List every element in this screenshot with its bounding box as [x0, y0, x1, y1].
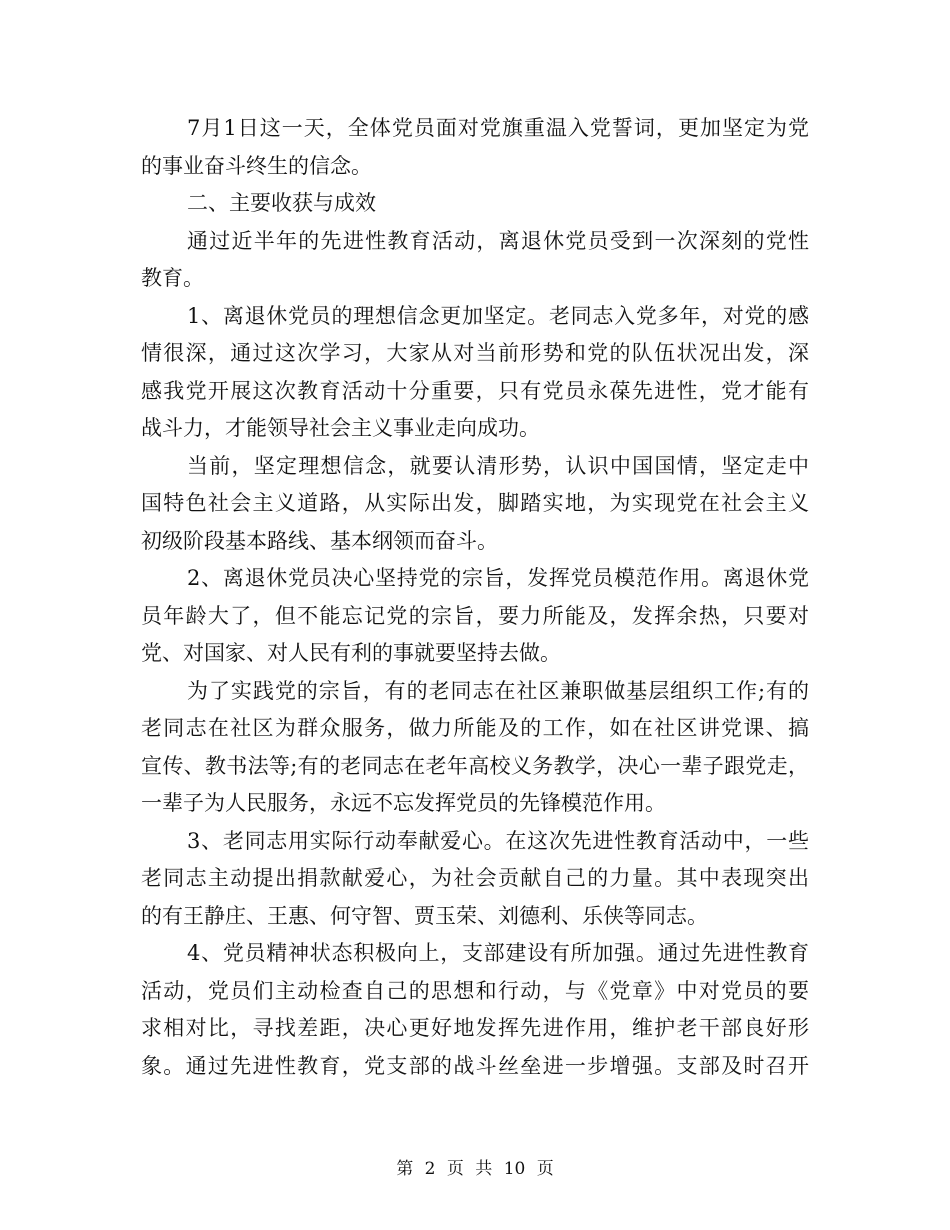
paragraph-line: 象。通过先进性教育，党支部的战斗丝垒进一步增强。支部及时召开 — [141, 1053, 809, 1078]
paragraph-line: 7月1日这一天，全体党员面对党旗重温入党誓词，更加坚定为党 — [187, 116, 809, 140]
paragraph — [141, 110, 809, 185]
paragraph-line: 战斗力，才能领导社会主义事业走向成功。 — [141, 416, 540, 440]
paragraph-line: 老同志在社区为群众服务，做力所能及的工作，如在社区讲党课、搞 — [141, 716, 809, 740]
paragraph-line: 通过近半年的先进性教育活动，离退休党员受到一次深刻的党性 — [187, 228, 809, 253]
paragraph — [141, 298, 809, 448]
paragraph — [141, 823, 809, 936]
paragraph-line: 1、离退休党员的理想信念更加坚定。老同志入党多年，对党的感 — [187, 303, 809, 328]
paragraph-line: 初级阶段基本路线、基本纲领而奋斗。 — [141, 528, 498, 553]
paragraph-line: 的有王静庄、王惠、何守智、贾玉荣、刘德利、乐侠等同志。 — [141, 903, 708, 928]
paragraph-line: 3、老同志用实际行动奉献爱心。在这次先进性教育活动中，一些 — [187, 828, 809, 853]
paragraph-line: 4、党员精神状态积极向上，支部建设有所加强。通过先进性教育 — [187, 941, 809, 965]
paragraph-line: 员年龄大了，但不能忘记党的宗旨，要力所能及，发挥余热，只要对 — [141, 603, 809, 628]
paragraph-line: 国特色社会主义道路，从实际出发，脚踏实地，为实现党在社会主义 — [141, 491, 809, 515]
paragraph — [141, 185, 809, 223]
paragraph-line: 宣传、教书法等;有的老同志在老年高校义务教学，决心一辈子跟党走， — [141, 753, 809, 778]
paragraph-line: 情很深，通过这次学习，大家从对当前形势和党的队伍状况出发，深 — [141, 341, 809, 365]
document-body — [141, 110, 809, 1085]
paragraph-line: 求相对比，寻找差距，决心更好地发挥先进作用，维护老干部良好形 — [141, 1016, 809, 1040]
paragraph-line: 老同志主动提出捐款献爱心，为社会贡献自己的力量。其中表现突出 — [141, 866, 809, 890]
paragraph — [141, 223, 809, 298]
paragraph-line: 党、对国家、对人民有利的事就要坚持去做。 — [141, 641, 561, 665]
paragraph — [141, 448, 809, 561]
paragraph — [141, 560, 809, 673]
page-footer: 第 2 页 共 10 页 — [396, 1159, 554, 1179]
paragraph-line: 教育。 — [141, 266, 204, 290]
paragraph-line: 当前，坚定理想信念，就要认清形势，认识中国国情，坚定走中 — [187, 453, 809, 478]
paragraph-line: 一辈子为人民服务，永远不忘发挥党员的先锋模范作用。 — [141, 791, 666, 815]
paragraph — [141, 935, 809, 1085]
paragraph-line: 的事业奋斗终生的信念。 — [141, 153, 372, 178]
paragraph — [141, 673, 809, 823]
paragraph-line: 二、主要收获与成效 — [187, 191, 376, 215]
paragraph-line: 感我党开展这次教育活动十分重要，只有党员永葆先进性，党才能有 — [141, 378, 809, 403]
paragraph-line: 活动，党员们主动检查自己的思想和行动，与《党章》中对党员的要 — [141, 978, 809, 1003]
paragraph-line: 2、离退休党员决心坚持党的宗旨，发挥党员模范作用。离退休党 — [187, 566, 809, 590]
paragraph-line: 为了实践党的宗旨，有的老同志在社区兼职做基层组织工作;有的 — [187, 678, 809, 703]
